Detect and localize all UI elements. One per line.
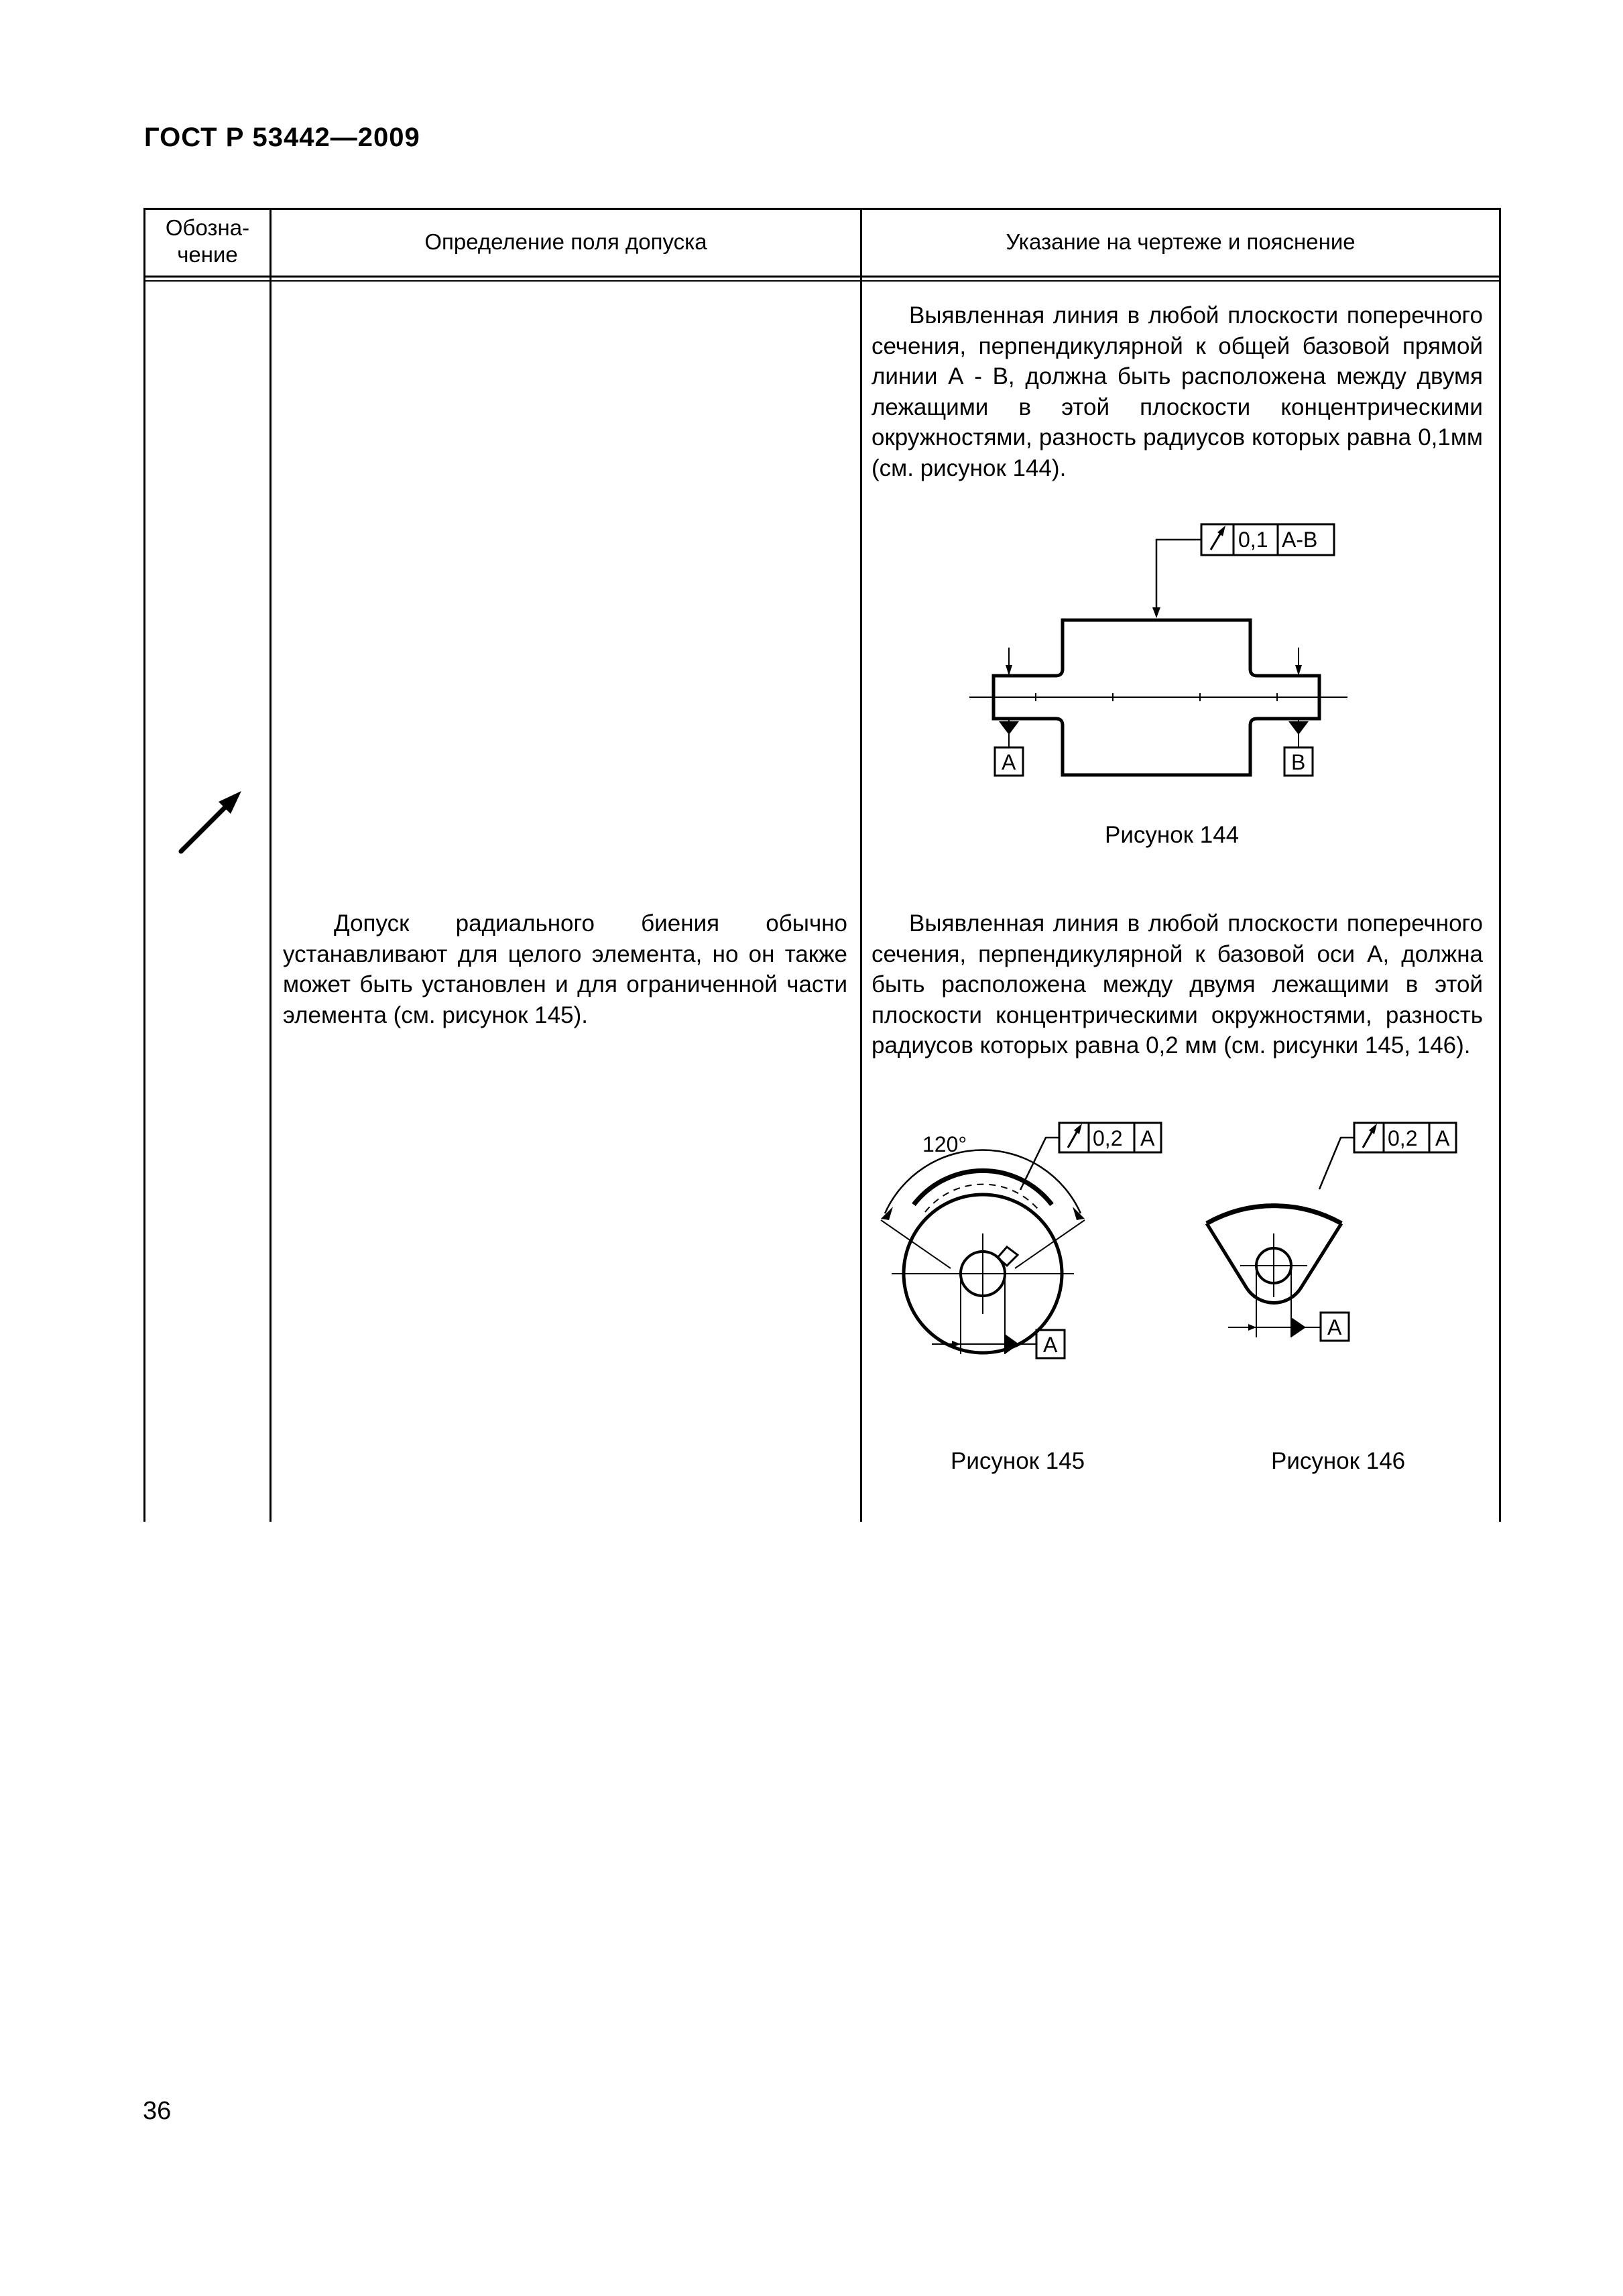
fig145-datum-ref: А [1140,1126,1155,1150]
fig146-datum-ref: А [1435,1126,1450,1150]
header-double-line-1 [143,276,1501,278]
header-designation: Обозна- чение [165,215,250,267]
header-double-line-2 [143,280,1501,282]
table-left-border [143,208,145,1522]
definition-text: Допуск радиального биения обычно устанавливают для целого элемента, но он также может быть установлен и для ограниченной части элемента (см. рисунок 145). [283,910,847,1028]
header-definition: Определение поля допуска [424,229,707,254]
column-divider-2 [860,208,862,1522]
column-divider-1 [269,208,272,1522]
document-header: ГОСТ Р 53442—2009 [144,123,420,152]
runout-symbol-icon [1068,1124,1082,1148]
indication-text-1: Выявленная линия в любой плоскости поперечного сечения, перпендикулярной к общей базовой прямой линии А - В, должна быть расположена между двумя лежащими в этой плоскости концентрическими окружностями, разность радиусов которых равна 0,1мм (см. рисунок 144). [871,302,1483,481]
figure-146-caption: Рисунок 146 [1271,1448,1406,1474]
runout-symbol-icon [1211,526,1225,550]
fig146-datum: А [1327,1315,1342,1339]
header-indication: Указание на чертеже и пояснение [1006,229,1356,254]
table-top-border [143,208,1501,210]
fig146-tolerance-value: 0,2 [1388,1126,1418,1150]
fig144-datum-b: В [1291,750,1306,774]
fig144-tolerance-value: 0,1 [1238,528,1268,552]
fig145-datum: А [1043,1333,1058,1357]
table-right-border [1499,208,1501,1522]
fig145-angle: 120° [922,1132,967,1156]
figure-144-caption: Рисунок 144 [1105,822,1240,848]
indication-text-2: Выявленная линия в любой плоскости поперечного сечения, перпендикулярной к базовой оси А, должна быть расположена между двумя лежащими в этой плоскости концентрическими окружностями, разность радиусов которых равна 0,2 мм (см. рисунки 145, 146). [871,910,1483,1059]
figure-145 [865,1113,1180,1408]
page-number: 36 [143,2097,172,2125]
runout-symbol-icon [1363,1124,1377,1148]
figure-144 [952,516,1368,798]
radial-runout-arrow-icon [174,784,248,858]
figure-145-caption: Рисунок 145 [951,1448,1085,1474]
fig144-datum-ref: А-В [1282,528,1318,552]
fig145-tolerance-value: 0,2 [1093,1126,1123,1150]
figure-146 [1193,1113,1488,1381]
fig144-datum-a: А [1002,750,1016,774]
